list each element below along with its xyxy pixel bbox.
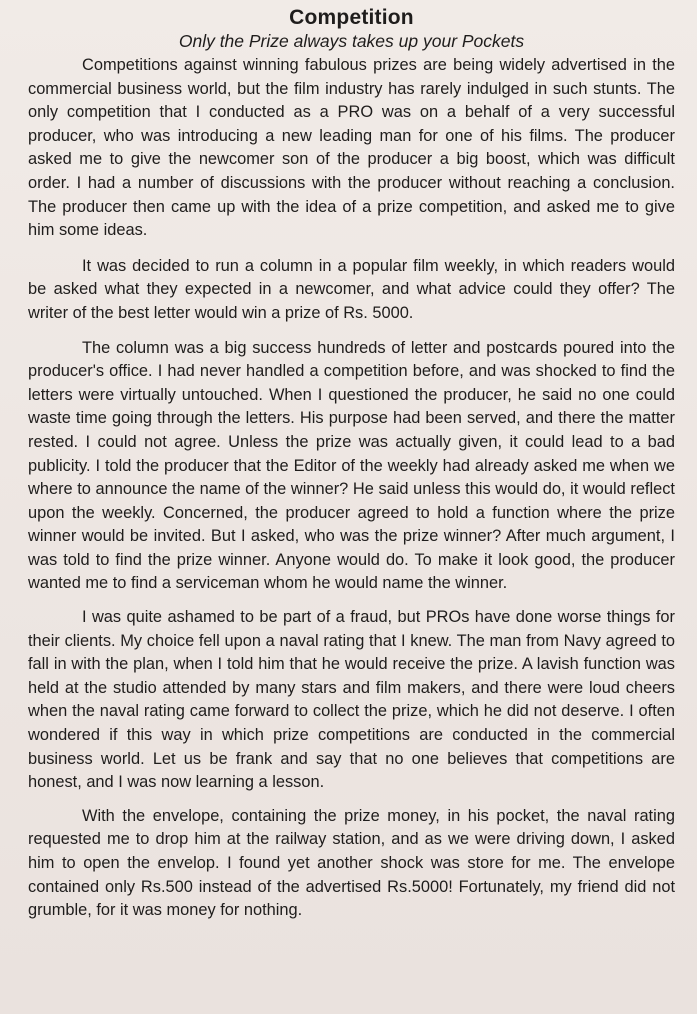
paragraph: I was quite ashamed to be part of a fraud, but PROs have done worse things for their clients. My choice fell upon a naval rating that I knew. The man from Navy agreed to fall in with the plan, when I told him that he would receive the prize. A lavish function was held at the studio attended by many stars and film makers, and there were loud cheers when the naval rating came forward to collect the prize, which he did not deserve. I often wondered if this way in which prize competitions are conducted in the commercial business world. Let us be frank and say that no one believes that competitions are honest, and I was now learning a lesson.: [28, 608, 675, 792]
page-title: Competition: [289, 6, 414, 29]
paragraph: Competitions against winning fabulous prizes are being widely advertised in the commercial business world, but the film industry has rarely indulged in such stunts. The only competition that I conducted as a PRO was on a behalf of a very successful producer, who was introducing a new leading man for one of his films. The producer asked me to give the newcomer son of the producer a big boost, which was difficult order. I had a number of discussions with the producer without reaching a conclusion. The producer then came up with the idea of a prize competition, and asked me to give him some ideas.: [28, 56, 675, 240]
paragraph: With the envelope, containing the prize money, in his pocket, the naval rating requested me to drop him at the railway station, and as we were driving down, I asked him to open the envelop. I found yet another shock was store for me. The envelope contained only Rs.500 instead of the advertised Rs.5000! Fortunately, my friend did not grumble, for it was money for nothing.: [28, 806, 675, 920]
page-subtitle: Only the Prize always takes up your Pockets: [178, 31, 525, 51]
paragraph: It was decided to run a column in a popular film weekly, in which readers would be asked what they expected in a newcomer, and what advice could they offer? The writer of the best letter would win a prize of Rs. 5000.: [28, 256, 675, 322]
paragraph: The column was a big success hundreds of letter and postcards poured into the producer's office. I had never handled a competition before, and was shocked to find the letters were virtually untouched. When I questioned the producer, he said no one could waste time going through the letters. His purpose had been served, and there the matter rested. I could not agree. Unless the prize was actually given, it could lead to a bad publicity. I told the producer that the Editor of the weekly had already asked me when we where to announce the name of the winner? He said unless this would do, it would reflect upon the weekly. Concerned, the producer agreed to hold a function where the prize winner would be invited. But I asked, who was the prize winner? After much argument, I was told to find the prize winner. Anyone would do. To make it look good, the producer wanted me to find a serviceman whom he would name the winner.: [28, 338, 675, 593]
